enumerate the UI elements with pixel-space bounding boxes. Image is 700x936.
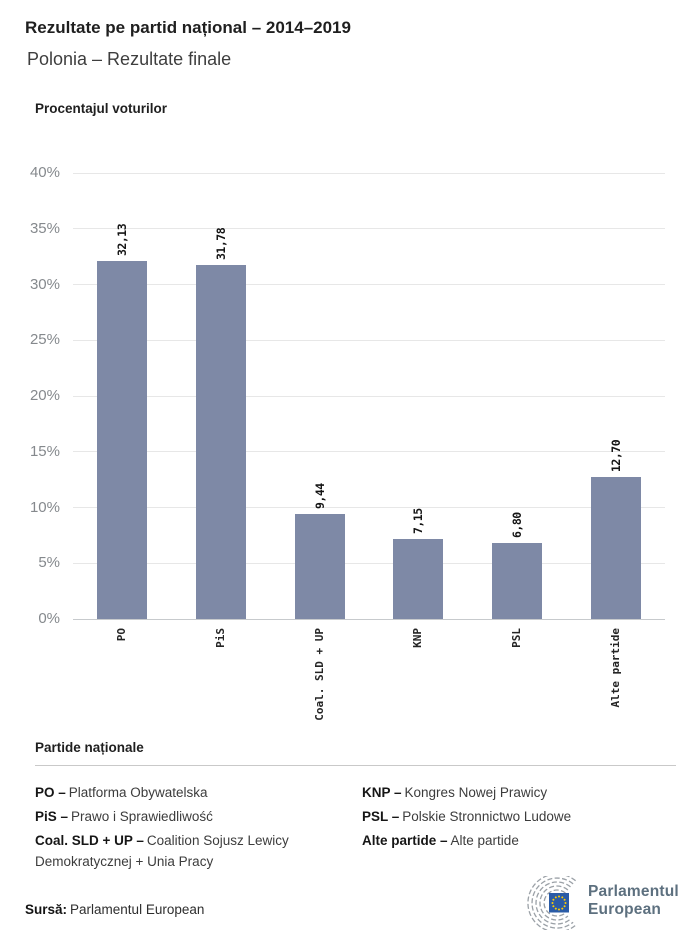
chart-title: Procentajul voturilor bbox=[35, 101, 168, 116]
x-label-knp: KNP bbox=[411, 628, 425, 648]
y-tick-10: 10% bbox=[29, 498, 60, 516]
legend-label: Prawo i Sprawiedliwość bbox=[71, 809, 213, 824]
legend-key: PiS – bbox=[35, 809, 69, 824]
legend-section bbox=[35, 782, 676, 875]
value-label-po: 32,13 bbox=[115, 223, 130, 256]
value-label-alte-partide: 12,70 bbox=[608, 440, 623, 473]
bar-coal-sld-up[interactable] bbox=[295, 514, 345, 619]
source-value: Parlamentul European bbox=[70, 902, 205, 917]
gridline-25 bbox=[73, 340, 665, 341]
legend-item-pis bbox=[35, 806, 362, 827]
legend-key: Coal. SLD + UP – bbox=[35, 833, 144, 848]
gridline-20 bbox=[73, 396, 665, 397]
legend-item-coal-sld-up bbox=[35, 830, 362, 872]
legend-divider bbox=[35, 765, 676, 766]
value-label-coal-sld-up: 9,44 bbox=[312, 483, 327, 509]
legend-key: PO – bbox=[35, 785, 66, 800]
legend-item-knp bbox=[362, 782, 676, 803]
legend-label: Alte partide bbox=[450, 833, 519, 848]
logo-line1: Parlamentul bbox=[588, 883, 679, 900]
value-label-knp: 7,15 bbox=[411, 508, 426, 535]
y-tick-40: 40% bbox=[29, 164, 60, 181]
x-label-psl: PSL bbox=[510, 628, 523, 648]
gridline-10 bbox=[73, 507, 665, 508]
y-tick-30: 30% bbox=[29, 275, 60, 293]
gridline-5 bbox=[73, 563, 665, 564]
gridline-0 bbox=[73, 619, 665, 620]
bar-psl[interactable] bbox=[492, 543, 542, 619]
plot-area bbox=[73, 173, 665, 721]
legend-label: Kongres Nowej Prawicy bbox=[404, 785, 548, 800]
x-label-po: PO bbox=[115, 628, 129, 642]
y-axis-labels bbox=[0, 164, 60, 627]
legend-key: KNP – bbox=[362, 785, 402, 800]
x-label-alte-partide: Alte partide bbox=[608, 628, 622, 708]
x-label-coal-sld-up: Coal. SLD + UP bbox=[312, 628, 326, 721]
y-tick-35: 35% bbox=[29, 219, 60, 237]
gridline-15 bbox=[73, 451, 665, 452]
legend-item-psl bbox=[362, 806, 676, 827]
legend-label: Coalition Sojusz Lewicy Demokratycznej + Unia Pracy bbox=[35, 833, 289, 869]
x-label-pis: PiS bbox=[214, 628, 227, 648]
logo-wordmark bbox=[588, 883, 679, 918]
gridline-30 bbox=[73, 284, 665, 285]
page-subtitle: Polonia – Rezultate finale bbox=[27, 49, 232, 69]
bar-alte-partide[interactable] bbox=[591, 477, 641, 619]
y-tick-0: 0% bbox=[38, 610, 60, 627]
legend-key: PSL – bbox=[362, 809, 400, 824]
european-parliament-logo-icon bbox=[511, 876, 577, 930]
page-title: Rezultate pe partid național – 2014–2019 bbox=[25, 18, 351, 37]
gridline-40 bbox=[73, 173, 665, 174]
bar-knp[interactable] bbox=[393, 539, 443, 619]
legend-label: Platforma Obywatelska bbox=[68, 785, 208, 800]
gridline-35 bbox=[73, 228, 665, 229]
y-tick-20: 20% bbox=[29, 387, 60, 404]
y-tick-25: 25% bbox=[29, 331, 60, 349]
legend-label: Polskie Stronnictwo Ludowe bbox=[402, 809, 572, 824]
legend-column-left bbox=[35, 782, 362, 875]
value-label-psl: 6,80 bbox=[510, 512, 524, 539]
logo-line2: European bbox=[588, 900, 662, 918]
bar-pis[interactable] bbox=[196, 265, 246, 619]
y-tick-5: 5% bbox=[38, 554, 60, 572]
source-line bbox=[25, 902, 204, 917]
source-label: Sursă: bbox=[25, 902, 68, 917]
legend-title: Partide naționale bbox=[35, 740, 144, 755]
legend-key: Alte partide – bbox=[362, 833, 448, 848]
y-tick-15: 15% bbox=[29, 442, 60, 460]
bar-po[interactable] bbox=[97, 261, 147, 619]
legend-column-right bbox=[362, 782, 676, 875]
value-label-pis: 31,78 bbox=[214, 227, 228, 260]
legend-item-po bbox=[35, 782, 362, 803]
legend-item-alte-partide bbox=[362, 830, 676, 851]
